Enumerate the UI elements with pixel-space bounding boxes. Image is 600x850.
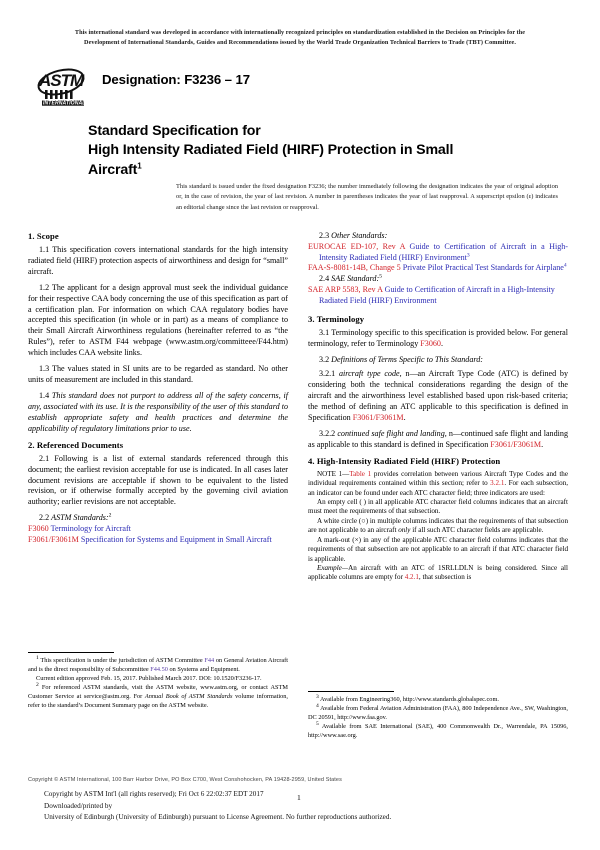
terminology-paragraph-3-1: 3.1 Terminology specific to this specification is provided below. For general terminology, refer to Terminology F3060. [308, 328, 568, 348]
title-line-3: Aircraft$^1$ [88, 160, 142, 178]
license-block [44, 789, 391, 824]
inline-reference-f3061[interactable]: F3061/F3061M [352, 412, 404, 422]
astm-standards-footnote-marker: 2 [108, 512, 112, 519]
footnote-1: $^1$ This specification is under the jurisdiction of ASTM Committee F44 on General Aviation Aircraft and is the direct responsibility of Subcommittee F44.50 on Systems and Equipment. [28, 654, 288, 673]
left-column [28, 231, 288, 546]
reference-eurocae-ed-107[interactable] [308, 242, 568, 264]
reference-id[interactable]: F3060 [28, 524, 49, 534]
reference-sae-arp-5583[interactable] [308, 285, 568, 307]
title-footnote-marker: 1 [137, 160, 142, 170]
reference-id[interactable]: SAE ARP 5583, Rev A [308, 285, 383, 294]
inline-reference-3-2-1[interactable]: 3.2.1 [490, 479, 505, 488]
svg-text:INTERNATIONAL: INTERNATIONAL [43, 100, 86, 107]
reference-f3061[interactable] [28, 535, 288, 546]
reference-footnote-marker: 4 [563, 262, 567, 269]
reference-footnote-marker: 3 [466, 251, 470, 258]
note-indicator-empty-cell: An empty cell ( ) in all applicable ATC character field columns indicates that an aircraft must meet the requirements of that subsection. [308, 498, 568, 516]
reference-id[interactable]: F3061/F3061M [28, 535, 79, 545]
sae-standard-footnote-marker: 5 [379, 273, 382, 280]
reference-title[interactable]: Guide to Certification of Aircraft in a High-Intensity Radiated Field (HIRF) Environment [319, 285, 555, 305]
scope-paragraph-1-1: 1.1 This specification covers international standards for the high intensity radiated field (HIRF) protection aspects of airworthiness and design for “small” aircraft. [28, 245, 288, 276]
scope-paragraph-1-2: 1.2 The applicant for a design approval must seek the individual guidance for their respective CAA body concerning the use of this specification as part of a certification plan. For information on which CAA regulatory bodies have accepted this specification (in whole or in part) as a means of compliance to their Small Aircraft Airworthiness regulations (hereinafter referred to as “the Rules”), refer to ASTM F44 webpage (www.astm.org/committeee/F44.htm) which includes CAA website links. [28, 282, 288, 358]
copyright-line: Copyright © ASTM International, 100 Barr Harbor Drive, PO Box C700, West Conshohocken, PA 19428-2959, United States [28, 777, 342, 783]
reference-title[interactable]: Guide to Certification of Aircraft in a High-Intensity Radiated Field (HIRF) Environment [319, 241, 568, 262]
note-indicator-white-circle: A white circle (○) in multiple columns indicates that the requirements of that subsection are not applicable to an aircraft only if all such ATC character fields are applicable. [308, 516, 568, 535]
reference-f3060[interactable] [28, 524, 288, 535]
reference-title[interactable]: Specification for Systems and Equipment in Small Aircraft [78, 535, 272, 545]
heading-hirf-protection: 4. High-Intensity Radiated Field (HIRF) Protection [308, 455, 501, 466]
masthead [36, 62, 250, 108]
subcommittee-link-f4450[interactable]: F44.50 [150, 665, 168, 673]
reference-title[interactable]: Private Pilot Practical Test Standards for Airplane [400, 263, 564, 273]
license-line-3: University of Edinburgh (University of Edinburgh) pursuant to License Agreement. No further reproductions authorized. [44, 813, 392, 822]
title-line-1: Standard Specification for [88, 123, 261, 139]
terminology-paragraph-3-2-1: 3.2.1 aircraft type code, n—an Aircraft Type Code (ATC) is defined by considering both the technical considerations regarding the design of the aircraft and the airworthiness level established based upon risk-based criteria; the method of defining an ATC applicable to this specification is defined in Specification F3061/F3061M. [308, 369, 568, 422]
heading-terminology: 3. Terminology [308, 314, 365, 324]
footnote-rule [28, 652, 114, 653]
footnote-current-edition: Current edition approved Feb. 15, 2017. Published March 2017. DOI: 10.1520/F3236-17. [36, 674, 262, 682]
footnote-4: $^4$ Available from Federal Aviation Administration (FAA), 800 Independence Ave., SW, Washington, DC 20591, http://www.faa.gov. [308, 702, 568, 721]
issue-statement: This standard is issued under the fixed designation F3236; the number immediately following the designation indicates the year of original adoption or, in the case of revision, the year of last revision. A number in parentheses indicates the year of last reapproval. A superscript epsilon (ε) indicates an editorial change since the last revision or reapproval. [176, 183, 558, 211]
license-line-1: Copyright by ASTM Int'l (all rights reserved); Fri Oct 6 22:02:37 EDT 2017 [44, 790, 264, 798]
reference-faa-s-8081-14b[interactable] [308, 263, 568, 274]
footnote-2: $^2$ For referenced ASTM standards, visit the ASTM website, www.astm.org, or contact ASTM Customer Service at service@astm.org. For Annual Book of ASTM Standards volume information, refer to the standard’s Document Summary page on the ASTM website. [28, 681, 289, 709]
designation-label: Designation: F3236 – 17 [102, 72, 250, 87]
scope-paragraph-1-4: 1.4 This standard does not purport to address all of the safety concerns, if any, associated with its use. It is the responsibility of the user of this standard to establish appropriate safety and health practices and determine the applicability of regulatory limitations prior to use. [28, 391, 288, 433]
page-number: 1 [297, 793, 301, 802]
terminology-paragraph-3-2: 3.2 Definitions of Terms Specific to This Standard: [319, 354, 483, 364]
subhead-other-standards: 2.3 Other Standards: [319, 231, 388, 240]
note-label: NOTE 1— [317, 469, 350, 478]
heading-referenced-documents: 2. Referenced Documents [28, 439, 124, 450]
astm-logo-icon [36, 62, 90, 108]
reference-title[interactable]: Terminology for Aircraft [48, 524, 131, 534]
subhead-astm-standards: 2.2 ASTM Standards:$^2$ [39, 512, 112, 523]
footnotes-left [28, 652, 288, 711]
inline-reference-4-2-1[interactable]: 4.2.1 [404, 573, 419, 582]
tbt-banner-line2: Development of International Standards, Guides and Recommendations issued by the World Trade Organization Technical Barriers to Trade (TBT) Committee. [84, 38, 516, 46]
inline-reference-table-1[interactable]: Table 1 [349, 469, 372, 478]
referenced-documents-paragraph-2-1: 2.1 Following is a list of external standards referenced through this document; the earliest revision acceptable for use is indicated. In all cases later document revisions are acceptable if shown to be equivalent to the listed revision, or if otherwise formally accepted by the governing civil aviation authority; earlier revisions are not acceptable. [28, 453, 288, 507]
terminology-paragraph-3-2-2: 3.2.2 continued safe flight and landing, n—continued safe flight and landing as applicable to this standard is defined in Specification F3061/F3061M. [308, 428, 568, 449]
note-indicator-mark-out: A mark-out (×) in any of the applicable ATC character field columns indicates that the requirements of that subsection are not applicable to an aircraft if that ATC character field is applicable. [308, 535, 568, 563]
title-line-2: High Intensity Radiated Field (HIRF) Protection in Small [88, 142, 454, 159]
heading-scope: 1. Scope [28, 231, 59, 241]
footnote-5: $^5$ Available from SAE International (SAE), 400 Commonwealth Dr., Warrendale, PA 15096, http://www.sae.org. [308, 720, 568, 739]
tbt-banner [28, 28, 572, 47]
note-1: NOTE 1—Table 1 provides correlation between various Aircraft Type Codes and the individual requirements contained within this section; refer to 3.2.1. For each subsection, an indicator can be found under each ATC character field; three indicators are used: [308, 469, 568, 497]
license-line-2: Downloaded/printed by [44, 801, 113, 810]
reference-id[interactable]: FAA-S-8081-14B, Change 5 [308, 263, 401, 273]
right-column [308, 231, 568, 583]
reference-id[interactable]: EUROCAE ED-107, Rev A [308, 241, 406, 251]
note-block [308, 470, 568, 583]
svg-text:ASTM: ASTM [39, 71, 84, 90]
tbt-banner-line1: This international standard was developed in accordance with internationally recognized principles on standardization established in the Decision on Principles for the [74, 29, 526, 36]
committee-link-f44[interactable]: F44 [204, 657, 215, 664]
footnotes-right [308, 691, 568, 741]
page-title [88, 122, 558, 180]
inline-reference-f3061[interactable]: F3061/F3061M [490, 439, 542, 449]
footnote-3: $^3$ Available from Engineering360, http://www.standards.globalspec.com. [316, 693, 499, 703]
note-example: Example—An aircraft with an ATC of 1SRLLDLN is being considered. Since all applicable columns are empty for 4.2.1, that subsection is [308, 564, 568, 582]
subhead-sae-standard: 2.4 SAE Standard:$^5$ [319, 273, 382, 284]
scope-paragraph-1-3: 1.3 The values stated in SI units are to be regarded as standard. No other units of measurement are included in this standard. [28, 364, 288, 385]
inline-reference-f3060[interactable]: F3060 [420, 338, 441, 348]
footnote-rule [308, 691, 394, 692]
